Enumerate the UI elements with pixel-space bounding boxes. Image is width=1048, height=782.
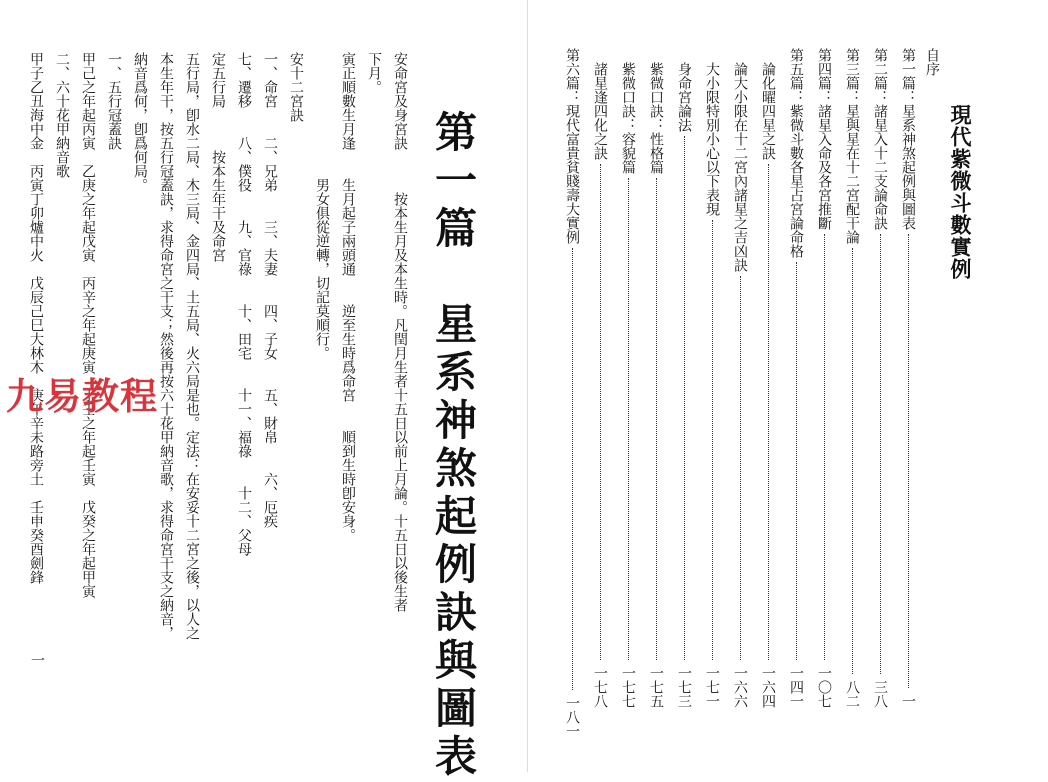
book-title: 現代紫微斗數實例: [948, 104, 973, 280]
text-column: 男女俱從逆轉，切記莫順行。: [314, 52, 330, 360]
text-column: 本生年干，按五行冠蓋訣，求得命宮之干支；然後再按六十花甲納音歌，求得命宮干支之納音，: [158, 52, 174, 640]
toc-entry[interactable]: 論大小限在十二宮內諸星之吉凶訣 一六六: [732, 62, 748, 708]
toc-entry[interactable]: 第四篇：諸星入命及各宮推斷 一〇七: [816, 48, 832, 708]
toc-entry[interactable]: 第六篇：現代富貴貧賤壽大實例 一八一: [564, 48, 580, 738]
toc-entry[interactable]: 第五篇：紫微斗數各星占宮論命格 一四一: [788, 48, 804, 708]
page-number: 一: [29, 653, 45, 667]
text-column: 一、命宮 二、兄弟 三、夫妻 四、子女 五、財帛 六、厄疾: [262, 52, 278, 528]
toc-entry[interactable]: 論化曜四星之訣 一六四: [760, 62, 776, 708]
toc-entry[interactable]: 第一篇：星系神煞起例與圖表 一: [900, 48, 916, 708]
page-spine: [527, 0, 528, 772]
text-column: 五行局，卽水二局、木三局、金四局、土五局、火六局是也。定法：在安妥十二宮之後，以人之: [184, 52, 200, 640]
text-column: 甲子乙丑海中金 丙寅丁卯爐中火 戊辰己巳大林木 庚午辛未路旁土 壬申癸酉劍鋒: [28, 52, 44, 584]
text-column: 寅正順數生月逢 生月起子兩頭通 逆至生時爲命宮 順到生時卽安身。: [340, 52, 356, 542]
text-column: 定五行局 按本生年干及命宮: [210, 52, 226, 262]
preface-label: 自序: [924, 48, 940, 76]
toc-entry[interactable]: 紫微口訣：容貌篇 一七七: [620, 62, 636, 708]
toc-entry[interactable]: 身命宮論法 一七三: [676, 62, 692, 708]
text-column: 納音爲何，卽爲何局。: [132, 52, 148, 192]
watermark: 九易教程: [6, 375, 158, 418]
text-column: 七、遷移 八、僕役 九、官祿 十、田宅 十一、福祿 十二、父母: [236, 52, 252, 556]
text-column: 安命宮及身宮訣 按本生月及本生時。凡閏月生者十五日以前上月論。十五日以後生者: [392, 52, 408, 612]
toc-entry[interactable]: 第三篇：星與星在十二宮配干論 八二: [844, 48, 860, 708]
toc-entry[interactable]: 紫微口訣：性格篇 一七五: [648, 62, 664, 708]
text-column: 下月。: [366, 52, 382, 94]
toc-entry[interactable]: 第二篇：諸星入十二支論命訣 三八: [872, 48, 888, 708]
text-column: 甲己之年起丙寅 乙庚之年起戊寅 丙辛之年起庚寅 丁壬之年起壬寅 戊癸之年起甲寅: [80, 52, 96, 598]
text-column: 二、六十花甲納音歌: [54, 52, 70, 178]
text-column: 安十二宮訣: [288, 52, 304, 122]
toc-entry[interactable]: 諸星逢四化之訣 一七八: [592, 62, 608, 708]
chapter-title: 第一篇 星系神煞起例訣與圖表: [429, 110, 478, 782]
toc-entry[interactable]: 大小限特別小心以下表現 一七一: [704, 62, 720, 708]
text-column: 一、五行冠蓋訣: [106, 52, 122, 150]
